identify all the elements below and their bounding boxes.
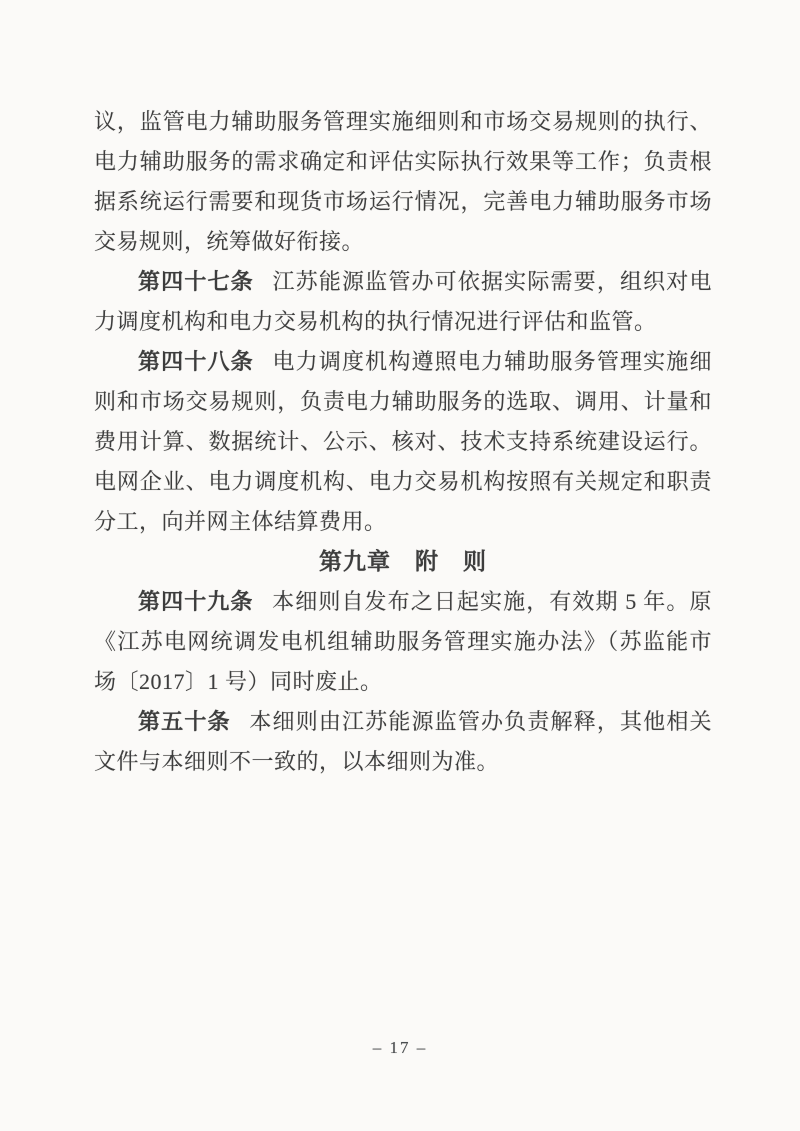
document-body [94,102,712,782]
article-49-text: 本细则自发布之日起实施，有效期 5 年。原《江苏电网统调发电机组辅助服务管理实施办法》（苏监能市场〔2017〕1 号）同时废止。 [94,589,712,694]
paragraph-article-47 [94,262,712,342]
article-47-text: 江苏能源监管办可依据实际需要，组织对电力调度机构和电力交易机构的执行情况进行评估和监管。 [94,269,712,334]
article-48-text: 电力调度机构遵照电力辅助服务管理实施细则和市场交易规则，负责电力辅助服务的选取、调用、计量和费用计算、数据统计、公示、核对、技术支持系统建设运行。电网企业、电力调度机构、电力交易机构按照有关规定和职责分工，向并网主体结算费用。 [94,349,712,534]
paragraph-article-50 [94,702,712,782]
article-47-number: 第四十七条 [138,269,254,294]
article-48-number: 第四十八条 [138,349,254,374]
article-50-number: 第五十条 [138,709,231,734]
page-number: – 17 – [372,1038,428,1057]
article-49-number: 第四十九条 [138,589,254,614]
paragraph-continuation: 议，监管电力辅助服务管理实施细则和市场交易规则的执行、电力辅助服务的需求确定和评估实际执行效果等工作；负责根据系统运行需要和现货市场运行情况，完善电力辅助服务市场交易规则，统筹做好衔接。 [94,109,712,254]
chapter-heading: 第九章 附 则 [319,549,487,574]
paragraph-article-48 [94,342,712,542]
paragraph-article-49 [94,582,712,702]
article-50-text: 本细则由江苏能源监管办负责解释，其他相关文件与本细则不一致的，以本细则为准。 [94,709,712,774]
